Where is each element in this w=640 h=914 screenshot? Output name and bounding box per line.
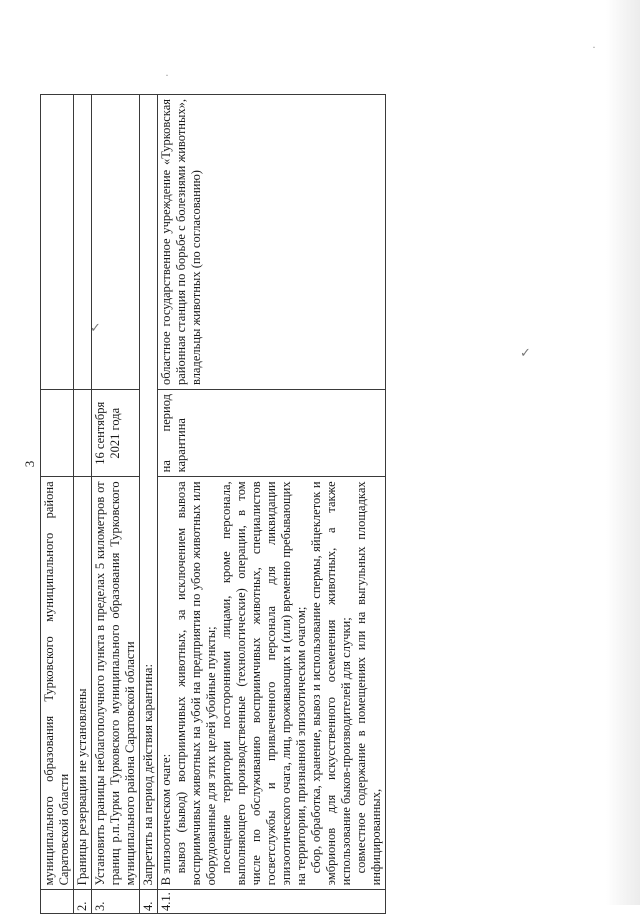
term-cell: 16 сентября 2021 года [92, 390, 140, 477]
measure-item: совместное содержание в помещениях или на выгульных площадках инфицированных, [354, 481, 383, 886]
term-cell [74, 390, 92, 477]
page-number: 3 [22, 460, 37, 468]
scan-shadow-edge [606, 0, 640, 905]
measure-cell: муниципального образования Турковского муниципального района Саратовской области [41, 477, 74, 890]
measure-cell: Установить границы неблагополучного пункта в пределах 5 километров от границ р.п.Турки Турковского муниципального образования Турковского муниципального района Саратовской области [92, 477, 140, 890]
measure-item: посещение территории посторонними лицами, кроме персонала, выполняющего производственные (технологические) операции, в том числе по обслуживанию восприимчивых животных, специалистов госветслужбы и привлеченного персонала для ликвидации эпизоотического очага, лиц, проживающих и (или) временно пребывающих на территории, признанной эпизоотическим очагом; [219, 481, 308, 886]
quarantine-measures-table [40, 94, 386, 914]
check-mark-icon: ✓ [520, 345, 531, 360]
measure-cell: Границы резервации не установлены [74, 477, 92, 890]
measure-heading: В эпизоотическом очаге: [159, 753, 173, 886]
responsible-cell [74, 95, 92, 390]
measure-cell [158, 477, 386, 890]
table-row [140, 95, 158, 914]
check-mark-icon: ✓ [90, 320, 101, 335]
scan-speck: · [165, 68, 169, 82]
measure-item: вывоз (вывод) восприимчивых животных, за исключением вывоза восприимчивых животных на убой на предприятия по убою животных или оборудованные для этих целей убойные пункты; [174, 481, 218, 886]
responsible-cell: областное государственное учреждение «Турковская районная станция по борьбе с болезнями животных», владельцы животных (по согласованию) [158, 95, 386, 390]
term-cell: на период карантина [158, 390, 386, 477]
document-table-rotated [40, 94, 565, 914]
scan-speck: · [592, 40, 596, 54]
row-number-cell: 4.1. [158, 890, 386, 914]
row-number-cell: 4. [140, 890, 158, 914]
table-row [92, 95, 140, 914]
responsible-cell [92, 95, 140, 390]
term-cell [41, 390, 74, 477]
responsible-cell [41, 95, 74, 390]
measure-item: сбор, обработка, хранение, вывоз и использование спермы, яйцеклеток и эмбрионов для искусственного осеменения животных, а также использование быков-производителей для случки; [309, 481, 353, 886]
table-row [158, 95, 386, 914]
table-row [41, 95, 74, 914]
row-number-cell [41, 890, 74, 914]
row-number-cell: 2. [74, 890, 92, 914]
table-row [74, 95, 92, 914]
section-heading-cell: Запретить на период действия карантина: [140, 95, 158, 890]
row-number-cell: 3. [92, 890, 140, 914]
